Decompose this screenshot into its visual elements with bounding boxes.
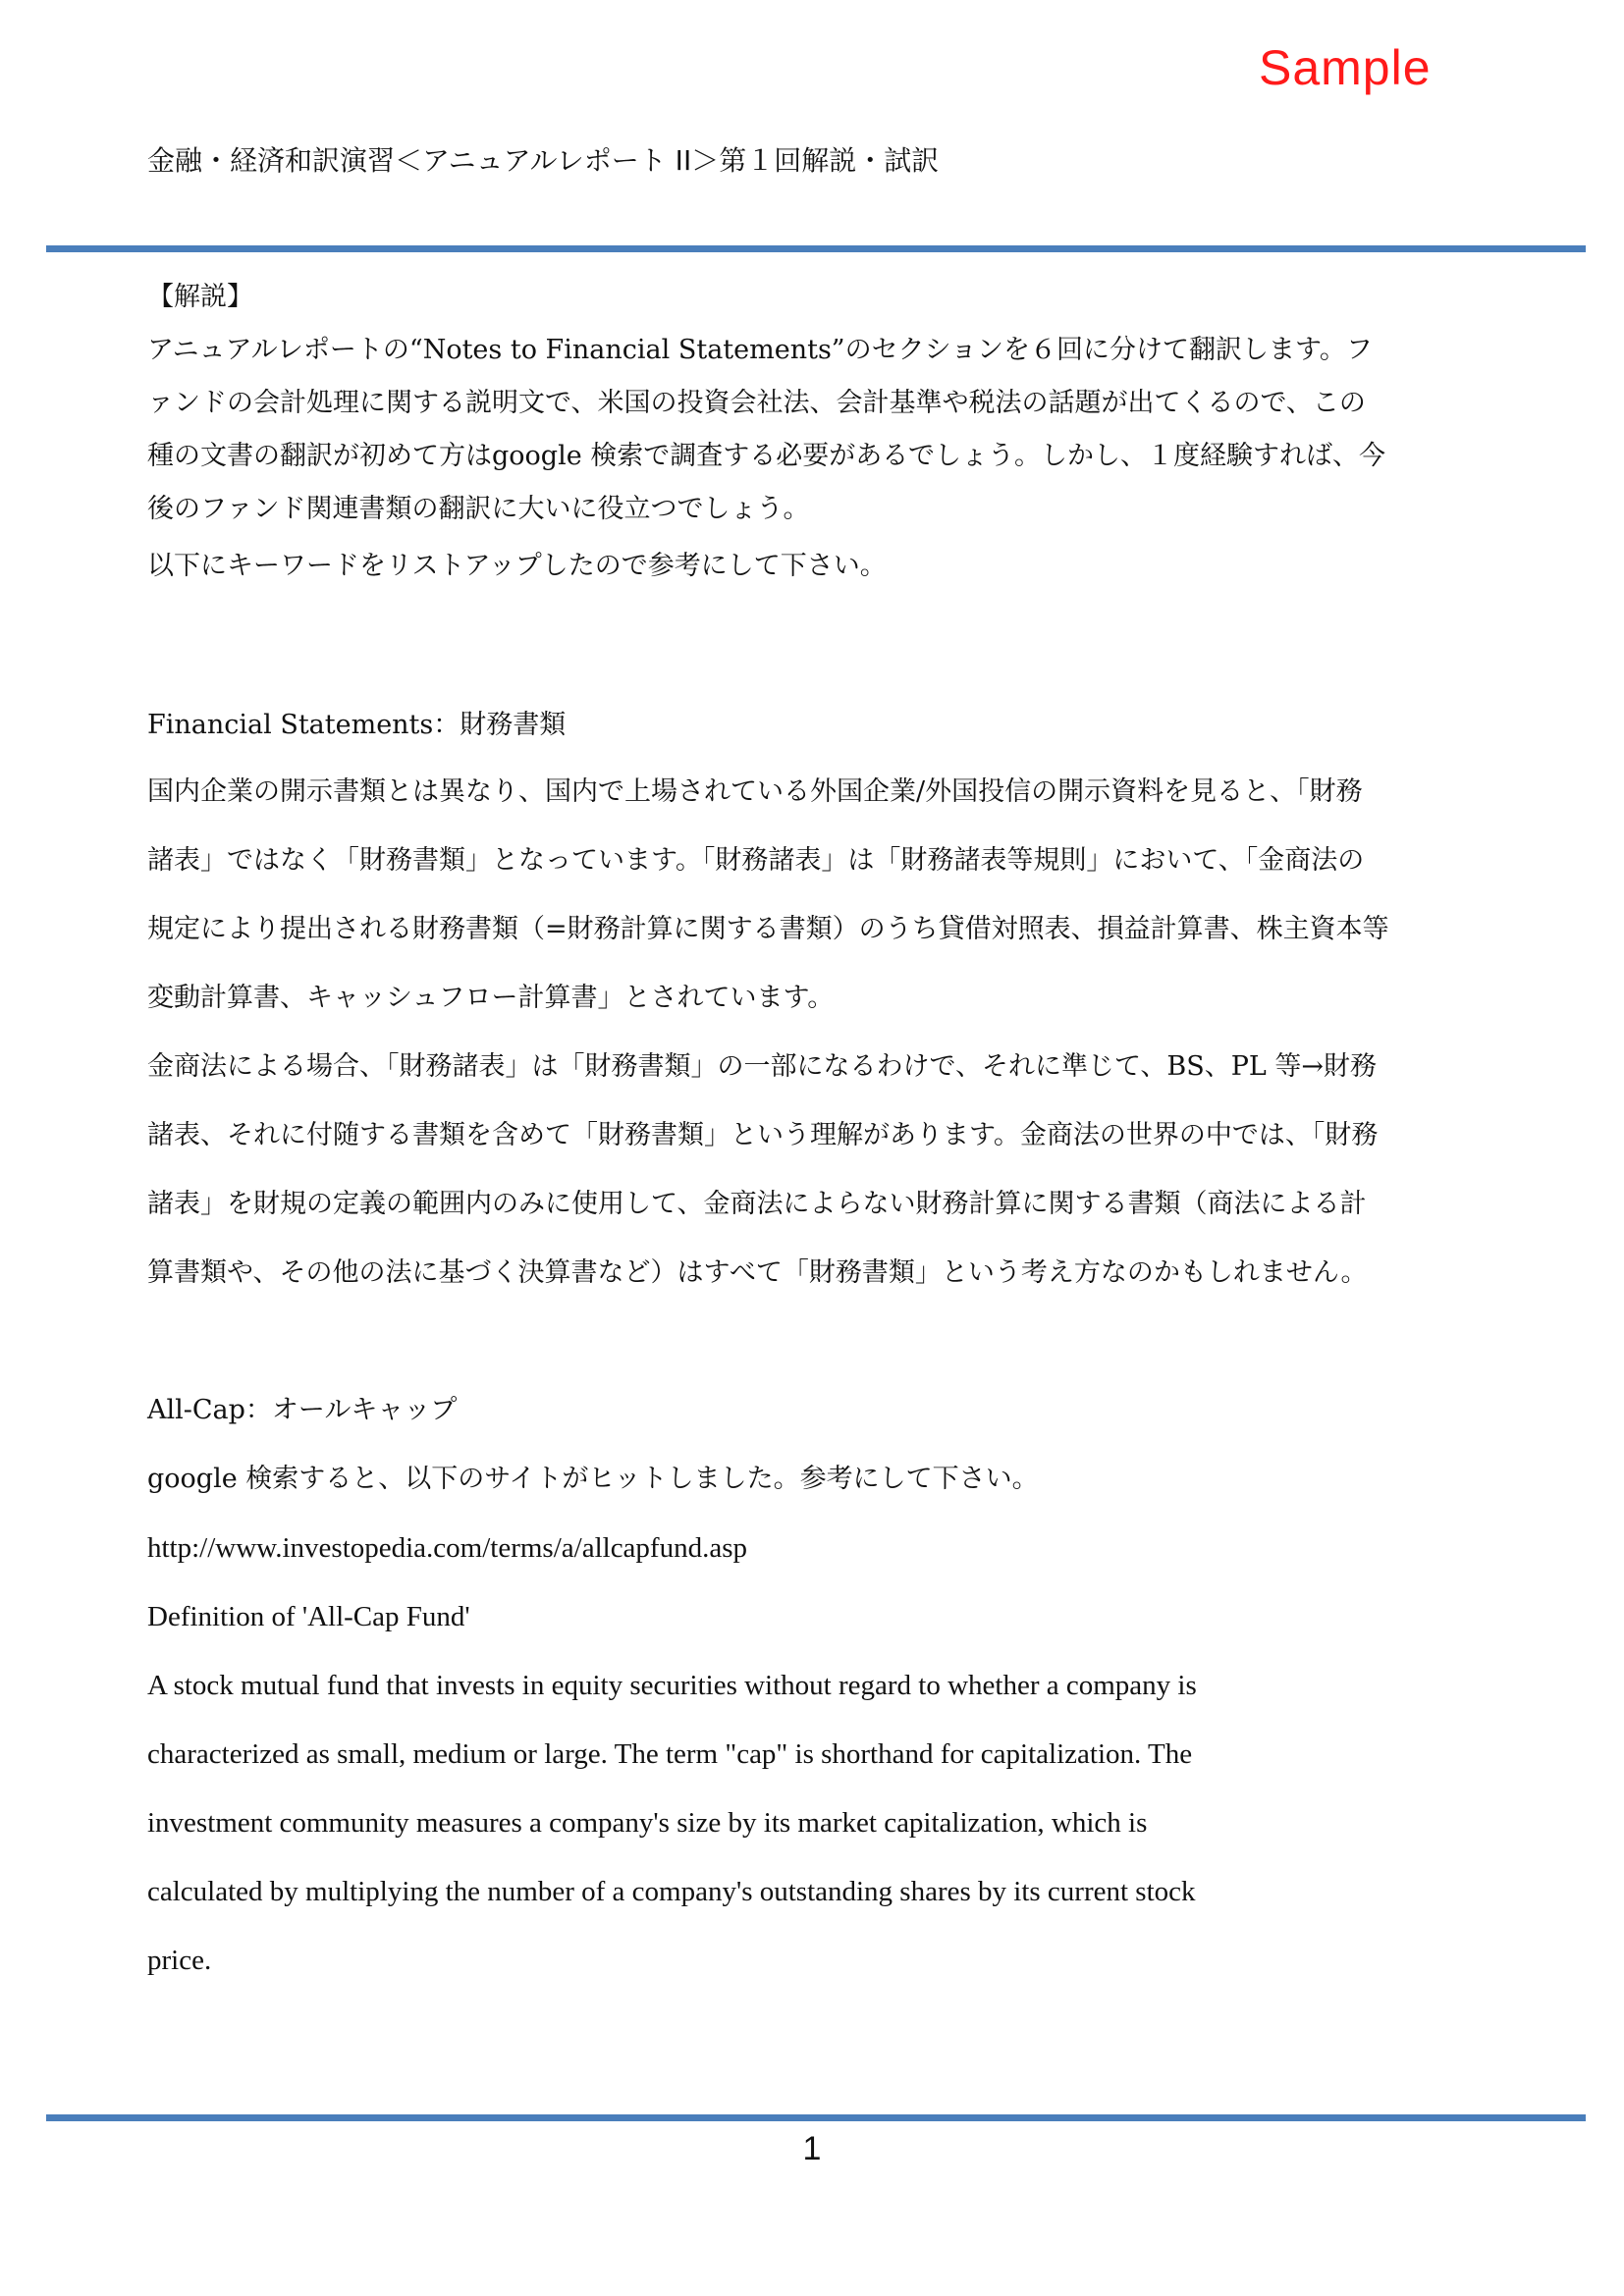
term-paragraph: [147, 758, 1492, 1033]
text-line: ァンドの会計処理に関する説明文で、米国の投資会社法、会計基準や税法の話題が出てくるので、この: [147, 388, 1366, 418]
text-line: 金商法による場合、「財務諸表」は「財務書類」の一部になるわけで、それに準じて、BS、PL 等→財務: [147, 1051, 1378, 1082]
term-title-financial-statements: Financial Statements：財務書類: [147, 710, 567, 740]
text-line: 国内企業の開示書類とは異なり、国内で上場されている外国企業/外国投信の開示資料を見ると、「財務: [147, 776, 1363, 807]
definition-paragraph: [147, 1651, 1492, 1995]
term-title-all-cap: All-Cap：オールキャップ: [147, 1395, 458, 1425]
text-line: アニュアルレポートの“Notes to Financial Statements”のセクションを６回に分けて翻訳します。フ: [147, 335, 1373, 365]
text-line: investment community measures a company's size by its market capitalization, which is: [147, 1807, 1148, 1839]
document-title: 金融・経済和訳演習＜アニュアルレポート II＞第１回解説・試訳: [147, 144, 940, 177]
footer-rule: [46, 2114, 1586, 2121]
text-line: 変動計算書、キャッシュフロー計算書」とされています。: [147, 983, 835, 1013]
header-rule: [46, 245, 1586, 252]
definition-title: Definition of 'All-Cap Fund': [147, 1601, 470, 1632]
spacer: [147, 593, 1492, 699]
search-note: google 検索すると、以下のサイトがヒットしました。参考にして下さい。: [147, 1464, 1039, 1494]
text-line: calculated by multiplying the number of a company's outstanding shares by its current stock: [147, 1876, 1196, 1907]
text-line: 諸表」ではなく「財務書類」となっています。「財務諸表」は「財務諸表等規則」において、「金商法の: [147, 845, 1365, 876]
text-line: characterized as small, medium or large. The term "cap" is shorthand for capitalization. The: [147, 1738, 1193, 1770]
text-line: 算書類や、その他の法に基づく決算書など）はすべて「財務書類」という考え方なのかもしれません。: [147, 1257, 1368, 1288]
section-heading: 【解説】: [147, 282, 253, 312]
text-line: 諸表、それに付随する書類を含めて「財務書類」という理解があります。金商法の世界の中では、「財務: [147, 1120, 1379, 1150]
text-line: price.: [147, 1945, 212, 1976]
reference-url[interactable]: http://www.investopedia.com/terms/a/allcapfund.asp: [147, 1532, 747, 1564]
keyword-note: 以下にキーワードをリストアップしたので参考にして下さい。: [147, 551, 887, 581]
intro-paragraph: [147, 324, 1492, 536]
text-line: 種の文書の翻訳が初めて方はgoogle 検索で調査する必要があるでしょう。しかし、１度経験すれば、今: [147, 441, 1386, 471]
term-paragraph: [147, 1033, 1492, 1308]
page-number: 1: [802, 2130, 822, 2167]
spacer: [147, 1308, 1492, 1376]
main-content: [147, 271, 1492, 1995]
text-line: 諸表」を財規の定義の範囲内のみに使用して、金商法によらない財務計算に関する書類（商法による計: [147, 1189, 1367, 1219]
text-line: A stock mutual fund that invests in equity securities without regard to whether a company is: [147, 1670, 1197, 1701]
text-line: 後のファンド関連書類の翻訳に大いに役立つでしょう。: [147, 494, 810, 524]
text-line: 規定により提出される財務書類（=財務計算に関する書類）のうち貸借対照表、損益計算書、株主資本等: [147, 914, 1389, 944]
sample-watermark: Sample: [1259, 40, 1432, 95]
